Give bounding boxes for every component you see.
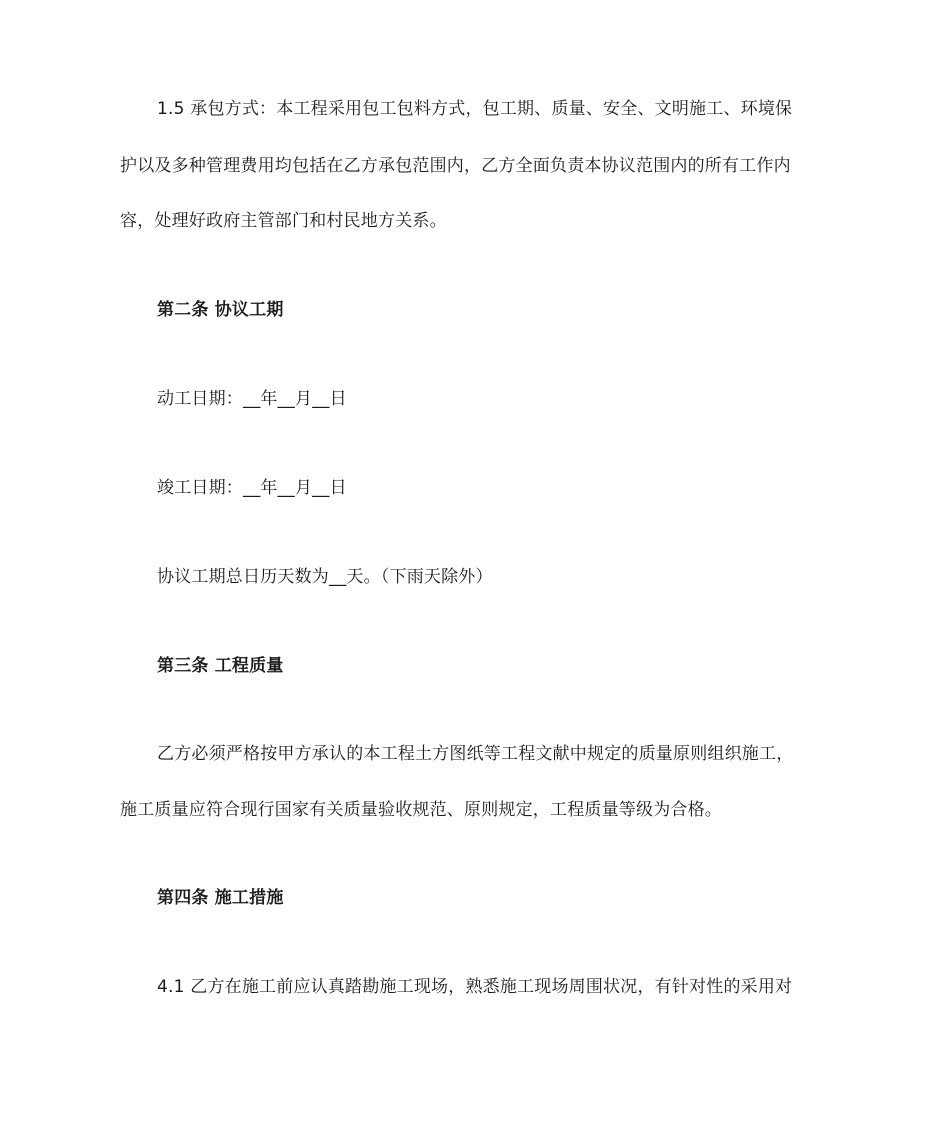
article-3-heading: 第三条 工程质量 bbox=[157, 656, 284, 676]
paragraph-1-5-line-1: 1.5 承包方式：本工程采用包工包料方式，包工期、质量、安全、文明施工、环境保 bbox=[157, 99, 793, 119]
quality-line-2: 施工质量应符合现行国家有关质量验收规范、原则规定，工程质量等级为合格。 bbox=[120, 800, 722, 820]
quality-line-1: 乙方必须严格按甲方承认的本工程土方图纸等工程文献中规定的质量原则组织施工， bbox=[157, 744, 794, 764]
measures-line-1: 4.1 乙方在施工前应认真踏勘施工现场，熟悉施工现场周围状况，有针对性的采用对 bbox=[157, 977, 793, 997]
paragraph-1-5-line-2: 护以及多种管理费用均包括在乙方承包范围内，乙方全面负责本协议范围内的所有工作内 bbox=[120, 156, 791, 176]
paragraph-1-5-line-3: 容，处理好政府主管部门和村民地方关系。 bbox=[120, 211, 447, 231]
total-days-line: 协议工期总日历天数为__天。（下雨天除外） bbox=[157, 567, 493, 587]
article-2-heading: 第二条 协议工期 bbox=[157, 300, 284, 320]
article-4-heading: 第四条 施工措施 bbox=[157, 888, 284, 908]
end-date-line: 竣工日期：__年__月__日 bbox=[157, 478, 347, 498]
start-date-line: 动工日期：__年__月__日 bbox=[157, 389, 347, 409]
